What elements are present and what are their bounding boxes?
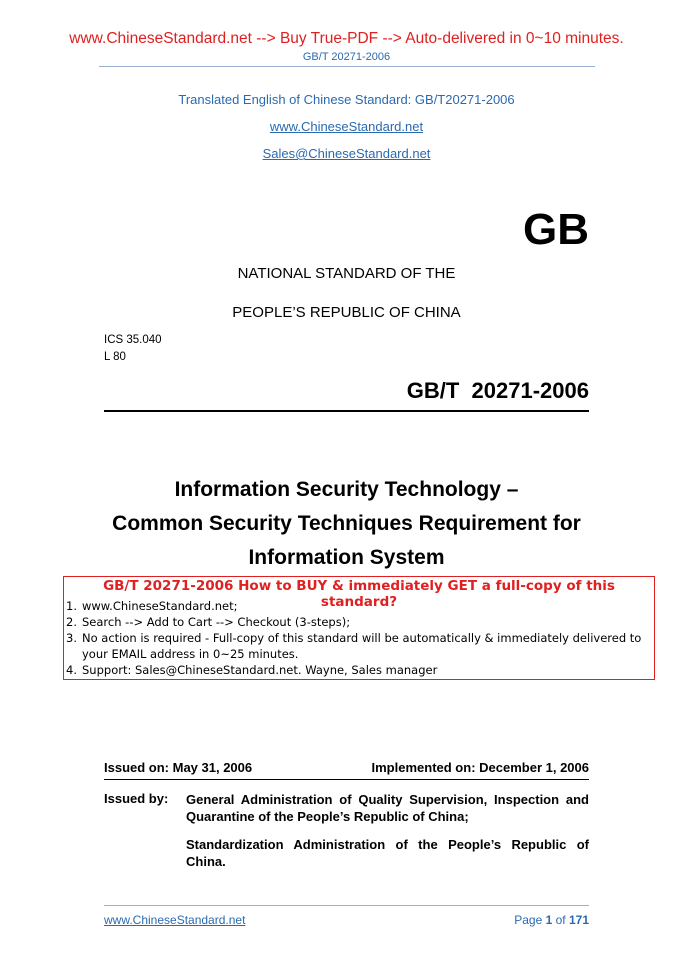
title-divider xyxy=(104,410,589,412)
buy-step-delivery: No action is required - Full-copy of this standard will be automatically & immediately delivered to xyxy=(82,631,642,645)
title-line-2: Common Security Techniques Requirement for xyxy=(112,512,581,535)
list-item: 1. www.ChineseStandard.net; xyxy=(66,599,238,613)
website-link[interactable]: www.ChineseStandard.net xyxy=(269,119,424,134)
national-standard-line2: PEOPLE’S REPUBLIC OF CHINA xyxy=(232,304,461,321)
ccs-code: L 80 xyxy=(104,351,126,363)
standard-number: GB/T 20271-2006 xyxy=(406,378,589,403)
sales-email-link[interactable]: Sales@ChineseStandard.net xyxy=(262,146,431,161)
current-page: 1 xyxy=(545,913,553,927)
national-standard-line1: NATIONAL STANDARD OF THE xyxy=(237,265,456,282)
gb-logo: GB xyxy=(523,205,589,254)
issuer-sac: Standardization Administration of the People’s Republic of China. xyxy=(186,837,589,869)
ics-code: ICS 35.040 xyxy=(104,334,162,346)
buy-info-box xyxy=(63,576,655,680)
title-line-1: Information Security Technology – xyxy=(174,478,519,501)
buy-step-search: Search --> Add to Cart --> Checkout (3-steps); xyxy=(82,615,351,629)
title-line-3: Information System xyxy=(248,546,445,569)
list-item: 3. No action is required - Full-copy of this standard will be automatically & immediately delivered to xyxy=(66,631,642,645)
issue-divider xyxy=(104,779,589,780)
list-item: 2. Search --> Add to Cart --> Checkout (3-steps); xyxy=(66,615,351,629)
issuer-aqsiq: General Administration of Quality Supervision, Inspection and Quarantine of the People’s Republic of China; xyxy=(186,792,589,824)
total-pages: 171 xyxy=(568,913,589,927)
issued-on: Issued on: May 31, 2006 xyxy=(104,760,253,775)
buy-step-support: Support: Sales@ChineseStandard.net. Wayne, Sales manager xyxy=(82,663,438,677)
buy-step-delivery-cont: your EMAIL address in 0~25 minutes. xyxy=(82,647,299,661)
top-banner[interactable]: www.ChineseStandard.net --> Buy True-PDF --> Auto-delivered in 0~10 minutes. xyxy=(69,30,624,47)
classification-codes xyxy=(104,332,162,366)
implemented-on: Implemented on: December 1, 2006 xyxy=(371,760,589,775)
header-standard-code: GB/T 20271-2006 xyxy=(302,51,391,63)
issuers xyxy=(186,791,589,881)
translated-notice: Translated English of Chinese Standard: GB/T20271-2006 xyxy=(178,92,515,107)
list-item: 4. Support: Sales@ChineseStandard.net. Wayne, Sales manager xyxy=(66,663,438,677)
buy-steps-list xyxy=(66,598,641,678)
list-item xyxy=(66,646,641,662)
header-divider xyxy=(99,66,595,67)
buy-box-title: GB/T 20271-2006 How to BUY & immediately GET a full-copy of this standard? xyxy=(103,578,615,610)
document-title xyxy=(0,473,693,575)
buy-step-website[interactable]: www.ChineseStandard.net; xyxy=(82,599,238,613)
footer-website-link[interactable]: www.ChineseStandard.net xyxy=(104,913,246,927)
page-number: Page 1 of 171 xyxy=(514,913,589,927)
issued-by-label: Issued by: xyxy=(104,791,169,806)
footer-divider xyxy=(104,905,589,906)
